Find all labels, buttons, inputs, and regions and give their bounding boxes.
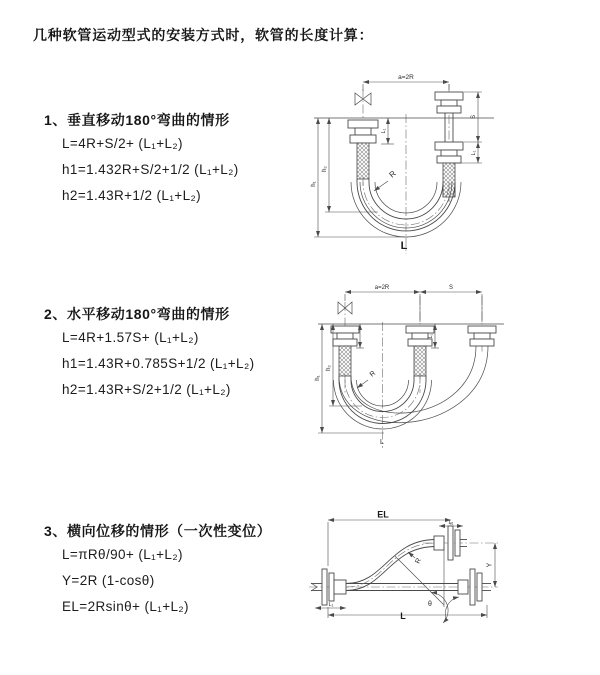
dim-label-a2r: a=2R <box>374 285 390 291</box>
s-curve-hose-displaced <box>346 540 436 591</box>
dim-label-h1: h₁ <box>315 375 321 381</box>
angle-label: θ <box>428 601 432 608</box>
radius-label: R <box>368 369 378 379</box>
dimension-el <box>328 510 451 567</box>
length-label: L <box>380 439 384 446</box>
left-fitting <box>348 120 378 179</box>
right-fitting-displaced <box>468 326 496 346</box>
section-3-formula-el: EL=2Rsinθ+ (L₁+L₂) <box>62 599 189 614</box>
diagram-horizontal-180-bend <box>312 278 512 463</box>
dimension-a-2r <box>345 285 482 322</box>
radius-leader <box>374 169 398 191</box>
section-1-formula-h2: h2=1.43R+1/2 (L₁+L₂) <box>62 188 202 203</box>
dimension-y <box>487 543 496 587</box>
length-label: L <box>400 611 406 621</box>
radius-label: R <box>387 168 398 180</box>
section-1-heading: 1、垂直移动180°弯曲的情形 <box>44 112 230 128</box>
radius-label: R <box>414 557 423 565</box>
braided-hose-section <box>414 346 426 376</box>
dimension-l1-left <box>315 602 346 608</box>
section-3-formula-l: L=πRθ/90+ (L₁+L₂) <box>62 547 183 562</box>
dimension-s-l1-right <box>457 92 482 163</box>
dim-label-l1: L₁ <box>448 520 454 526</box>
left-fitting <box>331 326 359 376</box>
braided-hose-section <box>443 163 455 197</box>
centerlines <box>345 296 482 448</box>
diagram-vertical-180-bend <box>298 64 528 264</box>
dimension-l <box>328 605 487 621</box>
dimension-l1-left <box>381 118 394 144</box>
radius-leader <box>408 552 423 565</box>
diagram-lateral-displacement <box>303 508 508 648</box>
dim-label-l1: L₁ <box>381 128 387 134</box>
dim-label-l1: L₁ <box>428 333 434 339</box>
dim-label-s: S <box>448 285 454 291</box>
radius-leader <box>357 370 377 388</box>
dim-label-h2: h₂ <box>326 365 332 371</box>
braided-hose-section <box>357 143 369 179</box>
section-2-heading: 2、水平移动180°弯曲的情形 <box>44 306 230 322</box>
braided-hose-section <box>339 346 351 376</box>
dimension-l1-top <box>439 520 463 526</box>
dimension-s <box>420 285 482 292</box>
page-title: 几种软管运动型式的安装方式时，软管的长度计算： <box>33 27 374 43</box>
section-3-heading: 3、横向位移的情形（一次性变位） <box>44 523 272 539</box>
dim-label-l1: L₁ <box>328 602 334 608</box>
length-label: L <box>400 240 408 252</box>
dim-label-l1: L₁ <box>471 150 477 156</box>
dim-label-h1: h₁ <box>311 181 317 187</box>
dim-label-h2: h₂ <box>322 166 328 172</box>
section-3-formula-y: Y=2R (1-cosθ) <box>62 573 155 588</box>
dim-label-y: Y <box>486 562 494 568</box>
right-fitting-two-positions <box>435 92 463 197</box>
section-2-formula-h1: h1=1.43R+0.785S+1/2 (L₁+L₂) <box>62 356 255 371</box>
section-1-formula-h1: h1=1.432R+S/2+1/2 (L₁+L₂) <box>62 162 239 177</box>
section-1-formula-l: L=4R+S/2+ (L₁+L₂) <box>62 136 183 151</box>
dim-label-el: EL <box>377 509 389 520</box>
middle-fitting <box>406 326 434 376</box>
dimension-a-2r <box>363 74 449 91</box>
section-2-formula-l: L=4R+1.57S+ (L₁+L₂) <box>62 330 199 345</box>
dim-label-s: S <box>471 114 477 120</box>
dim-label-a2r: a=2R <box>398 74 414 81</box>
section-2-formula-h2: h2=1.43R+S/2+1/2 (L₁+L₂) <box>62 382 231 397</box>
